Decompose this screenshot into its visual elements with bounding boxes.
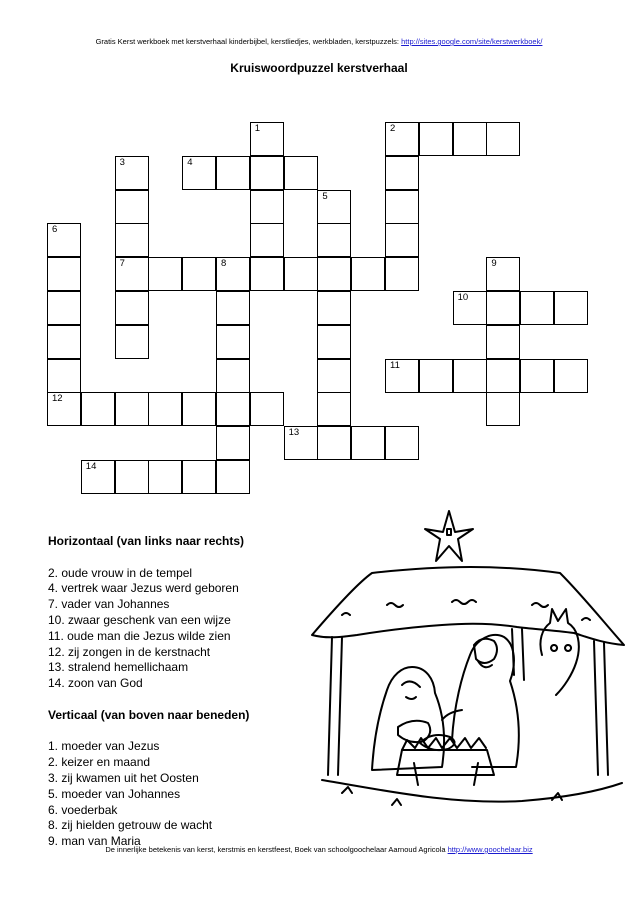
- clue-number: 6: [52, 224, 58, 236]
- grid-cell[interactable]: [486, 392, 520, 426]
- horizontal-clue: 7. vader van Johannes: [48, 597, 170, 612]
- grid-cell[interactable]: [216, 359, 250, 393]
- grid-cell[interactable]: [419, 122, 453, 156]
- grid-cell[interactable]: [47, 325, 81, 359]
- horizontal-clue: 4. vertrek waar Jezus werd geboren: [48, 581, 239, 596]
- grid-cell[interactable]: [216, 392, 250, 426]
- grid-cell[interactable]: [453, 359, 487, 393]
- page-title: Kruiswoordpuzzel kerstverhaal: [230, 61, 408, 75]
- clue-number: 3: [119, 156, 125, 168]
- grid-cell[interactable]: [216, 291, 250, 325]
- grid-cell[interactable]: [115, 190, 149, 224]
- grid-cell[interactable]: [486, 257, 520, 291]
- grid-cell[interactable]: [182, 257, 216, 291]
- grid-cell[interactable]: [520, 359, 554, 393]
- grid-cell[interactable]: [486, 325, 520, 359]
- grid-cell[interactable]: [148, 257, 182, 291]
- vertical-clue: 8. zij hielden getrouw de wacht: [48, 818, 213, 833]
- grid-cell[interactable]: [486, 359, 520, 393]
- grid-cell[interactable]: [115, 392, 149, 426]
- horizontal-clue: 14. zoon van God: [48, 676, 143, 691]
- grid-cell[interactable]: [351, 257, 385, 291]
- horizontal-clue: 12. zij zongen in de kerstnacht: [48, 644, 211, 659]
- page-footer: [0, 845, 638, 854]
- grid-cell[interactable]: [385, 122, 419, 156]
- grid-cell[interactable]: [216, 156, 250, 190]
- horizontal-clue: 13. stralend hemellichaam: [48, 660, 189, 675]
- grid-cell[interactable]: [385, 257, 419, 291]
- grid-cell[interactable]: [115, 291, 149, 325]
- grid-cell[interactable]: [250, 223, 284, 257]
- grid-cell[interactable]: [284, 257, 318, 291]
- vertical-clue: 1. moeder van Jezus: [48, 739, 160, 754]
- grid-cell[interactable]: [47, 291, 81, 325]
- grid-cell[interactable]: [317, 257, 351, 291]
- horizontal-heading: Horizontaal (van links naar rechts): [48, 534, 245, 548]
- grid-cell[interactable]: [453, 291, 487, 325]
- vertical-clue: 3. zij kwamen uit het Oosten: [48, 770, 199, 785]
- grid-cell[interactable]: [81, 392, 115, 426]
- grid-cell[interactable]: [216, 325, 250, 359]
- clue-number: 10: [457, 292, 469, 303]
- grid-cell[interactable]: [520, 291, 554, 325]
- clue-number: 7: [119, 258, 125, 270]
- grid-cell[interactable]: [250, 392, 284, 426]
- grid-cell[interactable]: [385, 223, 419, 257]
- grid-cell[interactable]: [148, 460, 182, 494]
- grid-cell[interactable]: [284, 426, 318, 460]
- grid-cell[interactable]: [554, 359, 588, 393]
- grid-cell[interactable]: [115, 156, 149, 190]
- grid-cell[interactable]: [250, 257, 284, 291]
- grid-cell[interactable]: [351, 426, 385, 460]
- grid-cell[interactable]: [148, 392, 182, 426]
- clue-number: 1: [254, 123, 261, 134]
- grid-cell[interactable]: [81, 460, 115, 494]
- horizontal-clue: 10. zwaar geschenk van een wijze: [48, 612, 231, 627]
- vertical-clue: 5. moeder van Johannes: [48, 786, 181, 801]
- grid-cell[interactable]: [486, 122, 520, 156]
- clue-number: 12: [52, 393, 63, 405]
- nativity-illustration: [302, 505, 630, 825]
- horizontal-clue: 2. oude vrouw in de tempel: [48, 565, 193, 580]
- donkey-figure: [540, 609, 578, 695]
- grid-cell[interactable]: [47, 257, 81, 291]
- clue-number: 4: [187, 156, 193, 168]
- grid-cell[interactable]: [250, 156, 284, 190]
- grid-cell[interactable]: [317, 190, 351, 224]
- grid-cell[interactable]: [317, 359, 351, 393]
- clue-number: 5: [322, 190, 328, 202]
- grid-cell[interactable]: [47, 223, 81, 257]
- clue-lists: [48, 534, 249, 850]
- grid-cell[interactable]: [115, 460, 149, 494]
- vertical-clue: 6. voederbak: [48, 802, 118, 817]
- footer-text: De innerlijke betekenis van kerst, kerstmis en kerstfeest, Boek van schoolgoochelaar Aarnoud Agricola: [105, 845, 448, 854]
- grid-cell[interactable]: [385, 359, 419, 393]
- clue-number: 2: [390, 123, 396, 134]
- grid-cell[interactable]: [486, 291, 520, 325]
- vertical-clue: 2. keizer en maand: [48, 755, 151, 770]
- grid-cell[interactable]: [216, 426, 250, 460]
- footer-link[interactable]: http://www.goochelaar.biz: [447, 845, 533, 854]
- grid-cell[interactable]: [182, 156, 216, 190]
- grid-cell[interactable]: [216, 460, 250, 494]
- horizontal-clue: 11. oude man die Jezus wilde zien: [48, 628, 231, 643]
- grid-cell[interactable]: [115, 325, 149, 359]
- grid-cell[interactable]: [47, 359, 81, 393]
- grid-cell[interactable]: [419, 359, 453, 393]
- vertical-heading: Verticaal (van boven naar beneden): [48, 707, 250, 722]
- header-link[interactable]: http://sites.google.com/site/kerstwerkboek/: [401, 37, 543, 46]
- grid-cell[interactable]: [385, 426, 419, 460]
- grid-cell[interactable]: [284, 156, 318, 190]
- grid-cell[interactable]: [115, 223, 149, 257]
- grid-cell[interactable]: [554, 291, 588, 325]
- grid-cell[interactable]: [317, 392, 351, 426]
- grid-cell[interactable]: [317, 291, 351, 325]
- clue-number: 8: [221, 258, 227, 270]
- grid-cell[interactable]: [385, 190, 419, 224]
- grid-cell[interactable]: [385, 156, 419, 190]
- ground: [322, 780, 622, 802]
- grid-cell[interactable]: [317, 426, 351, 460]
- header-text: Gratis Kerst werkboek met kerstverhaal kinderbijbel, kerstliedjes, werkbladen, kerstpuzzels:: [95, 37, 402, 46]
- clue-number: 13: [288, 427, 300, 439]
- grid-cell[interactable]: [182, 460, 216, 494]
- grid-cell[interactable]: [317, 223, 351, 257]
- grid-cell[interactable]: [182, 392, 216, 426]
- grid-cell[interactable]: [250, 122, 284, 156]
- manger: [397, 750, 494, 775]
- grid-cell[interactable]: [115, 257, 149, 291]
- grid-cell[interactable]: [250, 190, 284, 224]
- clue-number: 14: [85, 461, 97, 472]
- grid-cell[interactable]: [317, 325, 351, 359]
- clue-number: 9: [491, 258, 497, 270]
- vertical-clue: 9. man van Maria: [48, 834, 141, 849]
- grid-cell[interactable]: [216, 257, 250, 291]
- grid-cell[interactable]: [47, 392, 81, 426]
- grid-cell[interactable]: [453, 122, 487, 156]
- clue-number: 11: [390, 359, 400, 371]
